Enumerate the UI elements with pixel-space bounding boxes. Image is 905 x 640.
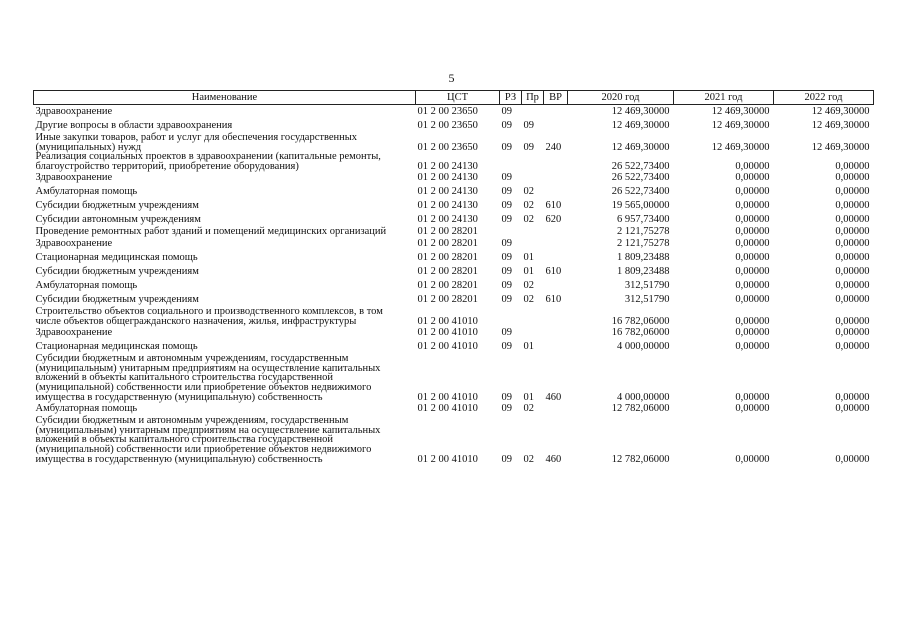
cell-2022: 0,00000 [835, 237, 870, 249]
cell-2021: 0,00000 [735, 391, 770, 403]
cell-pr: 02 [523, 186, 534, 198]
cell-2021: 0,00000 [735, 279, 770, 291]
cell-rz: 09 [501, 172, 512, 184]
cell-2020: 4 000,00000 [617, 391, 670, 403]
cell-cst: 01 2 00 23650 [417, 106, 478, 117]
cell-vr [544, 171, 568, 185]
table-row [34, 340, 874, 354]
header-vr: ВР [544, 91, 568, 105]
cell-pr [522, 105, 544, 120]
cell-cst: 01 2 00 28201 [417, 226, 478, 238]
header-cst: ЦСТ [416, 91, 500, 105]
cell-name: Субсидии бюджетным и автономным учреждениям, государственным (муниципальным) унитарным предприятиям на осуществление капитальных вложений в объекты капитального строительства государственной (муниципальной) собственности или приобретение объектов недвижимого имущества в государственную (муниципальную) собственность [35, 353, 381, 403]
cell-vr: 240 [545, 141, 562, 153]
cell-cst: 01 2 00 24130 [417, 186, 478, 198]
cell-vr [544, 326, 568, 340]
cell-cst: 01 2 00 24130 [417, 172, 478, 184]
cell-pr: 02 [523, 200, 534, 212]
cell-vr [544, 279, 568, 293]
header-name: Наименование [34, 91, 416, 105]
cell-pr: 01 [523, 265, 534, 277]
cell-vr [544, 402, 568, 416]
cell-vr [544, 119, 568, 133]
cell-rz: 09 [501, 341, 512, 353]
table-row [34, 152, 874, 171]
cell-2020: 312,51790 [624, 279, 670, 291]
cell-2021: 0,00000 [735, 265, 770, 277]
cell-name: Амбулаторная помощь [35, 279, 138, 291]
cell-2021: 0,00000 [735, 251, 770, 263]
table-row [34, 105, 874, 120]
table-row [34, 265, 874, 279]
cell-name: Иные закупки товаров, работ и услуг для обеспечения государственных (муниципальных) нужд [35, 132, 358, 153]
cell-2021: 0,00000 [735, 453, 770, 465]
cell-rz: 09 [501, 200, 512, 212]
cell-pr [522, 227, 544, 237]
cell-2022: 0,00000 [835, 279, 870, 291]
cell-2021: 12 469,30000 [711, 106, 770, 117]
cell-name: Субсидии бюджетным учреждениям [35, 293, 199, 305]
cell-vr [544, 227, 568, 237]
table-row [34, 237, 874, 251]
cell-vr: 610 [545, 293, 562, 305]
budget-table [33, 90, 874, 464]
cell-2021: 0,00000 [735, 200, 770, 212]
cell-pr [522, 307, 544, 326]
cell-vr: 460 [545, 391, 562, 403]
cell-rz: 09 [501, 106, 512, 117]
cell-2020: 2 121,75278 [617, 226, 670, 238]
cell-rz: 09 [501, 265, 512, 277]
cell-2020: 4 000,00000 [617, 341, 670, 353]
cell-vr [544, 340, 568, 354]
cell-pr: 09 [523, 141, 534, 153]
cell-2022: 12 469,30000 [811, 120, 870, 131]
cell-name: Здравоохранение [35, 106, 113, 117]
cell-pr: 09 [523, 120, 534, 131]
cell-cst: 01 2 00 28201 [417, 293, 478, 305]
cell-pr: 02 [523, 214, 534, 226]
cell-2022: 0,00000 [835, 160, 870, 172]
cell-cst: 01 2 00 23650 [417, 120, 478, 131]
cell-2022: 0,00000 [835, 251, 870, 263]
cell-2020: 12 782,06000 [611, 403, 670, 415]
cell-2020: 6 957,73400 [617, 214, 670, 226]
cell-pr [522, 171, 544, 185]
cell-pr: 01 [523, 251, 534, 263]
header-2021: 2021 год [674, 91, 774, 105]
cell-vr [544, 105, 568, 120]
cell-2021: 12 469,30000 [711, 120, 770, 131]
cell-2022: 0,00000 [835, 327, 870, 339]
cell-pr: 01 [523, 341, 534, 353]
cell-2020: 12 469,30000 [611, 120, 670, 131]
cell-pr [522, 152, 544, 171]
cell-2021: 0,00000 [735, 293, 770, 305]
cell-rz: 09 [501, 327, 512, 339]
cell-2020: 16 782,06000 [611, 315, 670, 327]
cell-2020: 16 782,06000 [611, 327, 670, 339]
cell-2022: 0,00000 [835, 391, 870, 403]
cell-cst: 01 2 00 28201 [417, 279, 478, 291]
cell-name: Субсидии бюджетным и автономным учреждениям, государственным (муниципальным) унитарным предприятиям на осуществление капитальных вложений в объекты капитального строительства государственной (муниципальной) собственности или приобретение объектов недвижимого имущества в государственную (муниципальную) собственность [35, 415, 381, 465]
cell-cst: 01 2 00 41010 [417, 315, 478, 327]
cell-2022: 0,00000 [835, 293, 870, 305]
cell-name: Амбулаторная помощь [35, 186, 138, 198]
cell-pr [522, 237, 544, 251]
cell-cst: 01 2 00 41010 [417, 327, 478, 339]
table-row [34, 416, 874, 464]
cell-name: Амбулаторная помощь [35, 403, 138, 415]
cell-2020: 312,51790 [624, 293, 670, 305]
cell-2022: 0,00000 [835, 265, 870, 277]
cell-2021: 0,00000 [735, 327, 770, 339]
cell-vr [544, 307, 568, 326]
cell-name: Здравоохранение [35, 172, 113, 184]
header-pr: Пр [522, 91, 544, 105]
cell-2022: 0,00000 [835, 186, 870, 198]
cell-vr: 620 [545, 214, 562, 226]
table-row [34, 251, 874, 265]
table-header [34, 91, 874, 105]
cell-vr [544, 152, 568, 171]
table-row [34, 213, 874, 227]
cell-rz: 09 [501, 141, 512, 153]
header-2020: 2020 год [568, 91, 674, 105]
cell-2021: 0,00000 [735, 214, 770, 226]
cell-rz [500, 307, 522, 326]
cell-vr: 610 [545, 200, 562, 212]
table-row [34, 307, 874, 326]
cell-rz: 09 [501, 293, 512, 305]
cell-cst: 01 2 00 28201 [417, 251, 478, 263]
cell-rz [500, 227, 522, 237]
cell-vr [544, 237, 568, 251]
cell-2021: 0,00000 [735, 315, 770, 327]
cell-2022: 0,00000 [835, 226, 870, 238]
cell-2020: 19 565,00000 [611, 200, 670, 212]
cell-2020: 12 782,06000 [611, 453, 670, 465]
cell-2021: 0,00000 [735, 403, 770, 415]
cell-2022: 0,00000 [835, 172, 870, 184]
table-row [34, 171, 874, 185]
cell-pr [522, 326, 544, 340]
cell-rz: 09 [501, 453, 512, 465]
cell-cst: 01 2 00 23650 [417, 141, 478, 153]
cell-rz [500, 152, 522, 171]
cell-cst: 01 2 00 24130 [417, 160, 478, 172]
cell-cst: 01 2 00 41010 [417, 453, 478, 465]
cell-2021: 0,00000 [735, 341, 770, 353]
table-row [34, 185, 874, 199]
cell-2022: 0,00000 [835, 453, 870, 465]
cell-rz: 09 [501, 403, 512, 415]
table-row [34, 279, 874, 293]
cell-rz: 09 [501, 279, 512, 291]
cell-2021: 0,00000 [735, 160, 770, 172]
cell-2021: 0,00000 [735, 186, 770, 198]
cell-cst: 01 2 00 41010 [417, 403, 478, 415]
cell-name: Субсидии бюджетным учреждениям [35, 200, 199, 212]
page-number: 5 [448, 71, 455, 85]
cell-name: Другие вопросы в области здравоохранения [35, 120, 233, 131]
cell-2022: 0,00000 [835, 315, 870, 327]
cell-pr: 02 [523, 453, 534, 465]
table-row [34, 119, 874, 133]
cell-rz: 09 [501, 391, 512, 403]
table-row [34, 227, 874, 237]
cell-vr [544, 185, 568, 199]
cell-name: Субсидии бюджетным учреждениям [35, 265, 199, 277]
cell-rz: 09 [501, 120, 512, 131]
cell-2020: 26 522,73400 [611, 172, 670, 184]
table-row [34, 354, 874, 402]
cell-2020: 26 522,73400 [611, 186, 670, 198]
cell-2020: 2 121,75278 [617, 237, 670, 249]
cell-2020: 12 469,30000 [611, 141, 670, 153]
cell-rz: 09 [501, 214, 512, 226]
cell-cst: 01 2 00 28201 [417, 237, 478, 249]
cell-pr: 01 [523, 391, 534, 403]
cell-2022: 0,00000 [835, 214, 870, 226]
cell-name: Строительство объектов социального и производственного комплексов, в том числе объектов общегражданского назначения, жилья, инфраструктуры [35, 305, 383, 327]
cell-name: Субсидии автономным учреждениям [35, 214, 201, 226]
cell-pr: 02 [523, 293, 534, 305]
table-row [34, 402, 874, 416]
cell-rz: 09 [501, 186, 512, 198]
cell-name: Стационарная медицинская помощь [35, 341, 198, 353]
cell-2022: 12 469,30000 [811, 141, 870, 153]
cell-vr [544, 251, 568, 265]
cell-pr: 02 [523, 279, 534, 291]
cell-rz: 09 [501, 251, 512, 263]
cell-2021: 0,00000 [735, 237, 770, 249]
cell-cst: 01 2 00 24130 [417, 214, 478, 226]
cell-2020: 12 469,30000 [611, 106, 670, 117]
cell-2021: 12 469,30000 [711, 141, 770, 153]
cell-rz: 09 [501, 237, 512, 249]
cell-vr: 460 [545, 453, 562, 465]
cell-cst: 01 2 00 24130 [417, 200, 478, 212]
cell-2020: 1 809,23488 [617, 265, 670, 277]
cell-2020: 1 809,23488 [617, 251, 670, 263]
cell-2022: 12 469,30000 [811, 106, 870, 117]
table-row [34, 199, 874, 213]
cell-name: Реализация социальных проектов в здравоохранении (капитальные ремонты, благоустройство территорий, приобретение оборудования) [35, 151, 381, 172]
cell-cst: 01 2 00 41010 [417, 391, 478, 403]
cell-name: Здравоохранение [35, 237, 113, 249]
cell-2022: 0,00000 [835, 200, 870, 212]
cell-2020: 26 522,73400 [611, 160, 670, 172]
cell-pr: 02 [523, 403, 534, 415]
cell-name: Стационарная медицинская помощь [35, 251, 198, 263]
cell-2022: 0,00000 [835, 341, 870, 353]
cell-cst: 01 2 00 28201 [417, 265, 478, 277]
table-row [34, 133, 874, 152]
cell-name: Проведение ремонтных работ зданий и помещений медицинских организаций [35, 226, 387, 238]
cell-cst: 01 2 00 41010 [417, 341, 478, 353]
table-body [34, 105, 874, 465]
cell-2021: 0,00000 [735, 172, 770, 184]
cell-name: Здравоохранение [35, 327, 113, 339]
cell-2022: 0,00000 [835, 403, 870, 415]
cell-vr: 610 [545, 265, 562, 277]
cell-2021: 0,00000 [735, 226, 770, 238]
table-row [34, 326, 874, 340]
header-rz: РЗ [500, 91, 522, 105]
table-row [34, 293, 874, 307]
header-2022: 2022 год [774, 91, 874, 105]
